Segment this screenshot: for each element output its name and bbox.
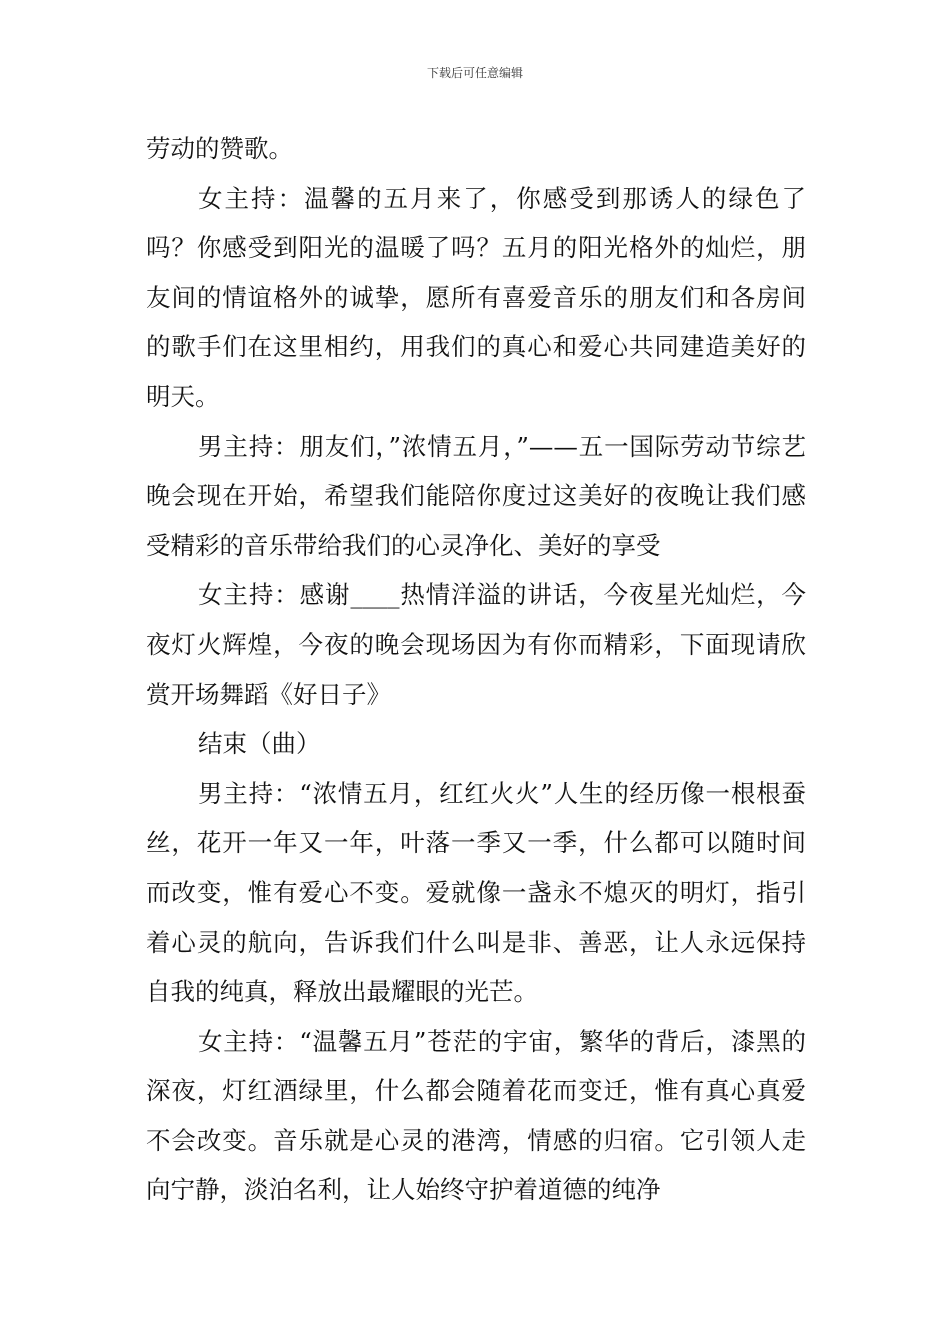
document-body [146, 124, 806, 1215]
paragraph-female-host-1: 女主持：温馨的五月来了，你感受到那诱人的绿色了吗？你感受到阳光的温暖了吗？五月的阳光格外的灿烂，朋友间的情谊格外的诚挚，愿所有喜爱音乐的朋友们和各房间的歌手们在这里相约，用我们的真心和爱心共同建造美好的明天。 [146, 183, 806, 411]
paragraph-continuation: 劳动的赞歌。 [146, 134, 293, 163]
page-header: 下载后可任意编辑 [426, 66, 523, 80]
paragraph-male-host-1: 男主持：朋友们，”浓情五月，”——五一国际劳动节综艺晚会现在开始，希望我们能陪你度过这美好的夜晚让我们感受精彩的音乐带给我们的心灵净化、美好的享受 [146, 431, 806, 560]
paragraph-female-host-3: 女主持：“温馨五月”苍茫的宇宙，繁华的背后，漆黑的深夜，灯红酒绿里，什么都会随着花而变迁，惟有真心真爱不会改变。音乐就是心灵的港湾，情感的归宿。它引领人走向宁静，淡泊名利，让人始终守护着道德的纯净 [146, 1026, 806, 1205]
paragraph-female-host-2: 女主持：感谢____热情洋溢的讲话，今夜星光灿烂，今夜灯火辉煌，今夜的晚会现场因为有你而精彩，下面现请欣赏开场舞蹈《好日子》 [146, 580, 806, 709]
paragraph-end-song: 结束（曲） [198, 729, 321, 759]
paragraph-male-host-2: 男主持：“浓情五月，红红火火”人生的经历像一根根蚕丝，花开一年又一年，叶落一季又一季，什么都可以随时间而改变，惟有爱心不变。爱就像一盏永不熄灭的明灯，指引着心灵的航向，告诉我们什么叫是非、善恶，让人永远保持自我的纯真，释放出最耀眼的光芒。 [146, 778, 806, 1007]
